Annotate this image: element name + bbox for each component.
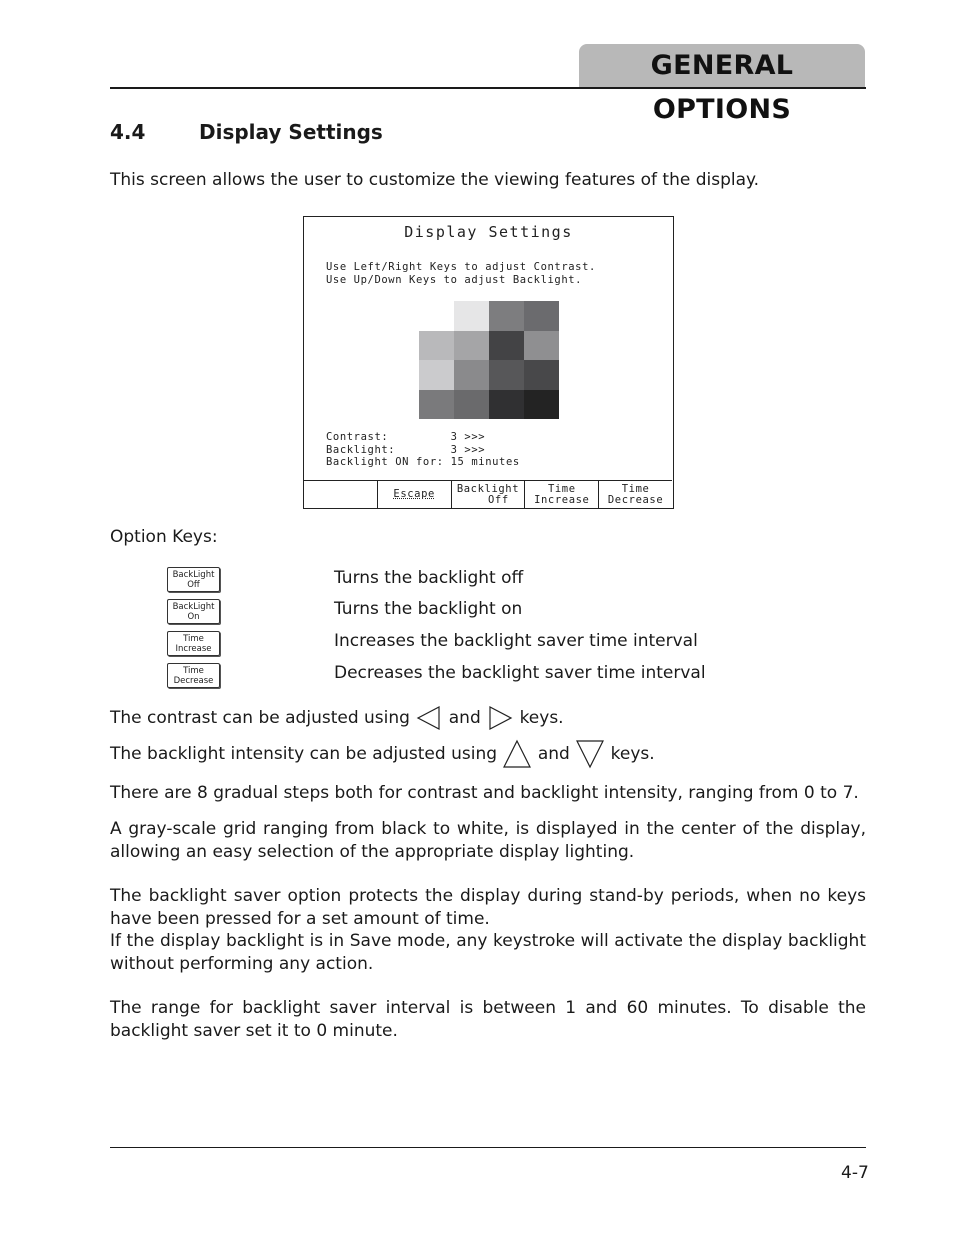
backlight-line-text: The backlight intensity can be adjusted using <box>110 744 498 764</box>
gray-cell <box>454 390 489 420</box>
page-number: 4-7 <box>841 1163 869 1183</box>
footer-rule <box>110 1147 866 1148</box>
screen-instructions: Use Left/Right Keys to adjust Contrast. Use Up/Down Keys to adjust Backlight. <box>326 261 596 286</box>
grid-paragraph: A gray-scale grid ranging from black to white, is displayed in the center of the display, allowing an easy selection of the appropriate display lighting. <box>110 819 866 862</box>
gray-cell <box>489 360 524 390</box>
right-arrow-key-icon <box>486 705 514 731</box>
gray-cell <box>489 390 524 420</box>
backlight-off-desc: Turns the backlight off <box>334 568 524 588</box>
time-decrease-key[interactable]: Time Decrease <box>167 663 220 688</box>
screen-title: Display Settings <box>404 223 573 241</box>
backlight-on-desc: Turns the backlight on <box>334 599 523 619</box>
time-increase-key[interactable]: Time Increase <box>167 631 220 656</box>
gray-cell <box>454 331 489 361</box>
contrast-line <box>110 705 564 731</box>
softkey-backlight-off[interactable]: Backlight Off <box>451 481 525 508</box>
time-decrease-desc: Decreases the backlight saver time interval <box>334 663 706 683</box>
gray-scale-grid <box>419 301 560 420</box>
up-arrow-key-icon <box>502 739 532 769</box>
gray-cell <box>524 331 559 361</box>
softkey-blank[interactable] <box>304 481 377 508</box>
option-keys-label: Option Keys: <box>110 527 218 547</box>
softkey-escape[interactable] <box>377 481 451 508</box>
section-number: 4.4 <box>110 120 146 144</box>
gray-cell <box>419 301 454 331</box>
backlight-and: and <box>537 744 570 764</box>
saver-paragraph-2: If the display backlight is in Save mode, any keystroke will activate the display backlight without performing any action. <box>110 931 866 974</box>
header-rule <box>110 87 866 89</box>
gray-cell <box>524 360 559 390</box>
gray-cell <box>419 331 454 361</box>
gray-cell <box>524 301 559 331</box>
chapter-title-tab: GENERAL OPTIONS <box>579 44 865 88</box>
steps-paragraph: There are 8 gradual steps both for contrast and backlight intensity, ranging from 0 to 7. <box>110 783 859 803</box>
contrast-and: and <box>448 708 481 728</box>
saver-paragraph-1: The backlight saver option protects the display during stand-by periods, when no keys have been pressed for a set amount of time. <box>110 886 866 929</box>
backlight-off-key[interactable]: BackLight Off <box>167 567 220 592</box>
intro-text: This screen allows the user to customize the viewing features of the display. <box>110 170 760 190</box>
softkey-time-decrease[interactable]: Time Decrease <box>598 481 672 508</box>
contrast-line-text: The contrast can be adjusted using <box>110 708 410 728</box>
gray-cell <box>489 301 524 331</box>
screen-status: Contrast: 3 >>> Backlight: 3 >>> Backlight ON for: 15 minutes <box>326 431 520 468</box>
gray-cell <box>454 360 489 390</box>
gray-cell <box>419 390 454 420</box>
softkey-bar <box>304 480 672 508</box>
gray-cell <box>419 360 454 390</box>
gray-cell <box>454 301 489 331</box>
gray-cell <box>489 331 524 361</box>
down-arrow-key-icon <box>575 739 605 769</box>
contrast-end: keys. <box>519 708 564 728</box>
range-paragraph: The range for backlight saver interval is between 1 and 60 minutes. To disable the backlight saver set it to 0 minute. <box>110 998 866 1041</box>
gray-cell <box>524 390 559 420</box>
section-heading <box>110 120 383 144</box>
left-arrow-key-icon <box>415 705 443 731</box>
display-settings-screen <box>303 216 674 509</box>
softkey-time-increase[interactable]: Time Increase <box>524 481 598 508</box>
time-increase-desc: Increases the backlight saver time interval <box>334 631 698 651</box>
backlight-end: keys. <box>610 744 655 764</box>
backlight-line <box>110 739 655 769</box>
backlight-on-key[interactable]: BackLight On <box>167 599 220 624</box>
softkey-escape-label: Escape <box>393 488 435 501</box>
section-title: Display Settings <box>199 120 383 144</box>
